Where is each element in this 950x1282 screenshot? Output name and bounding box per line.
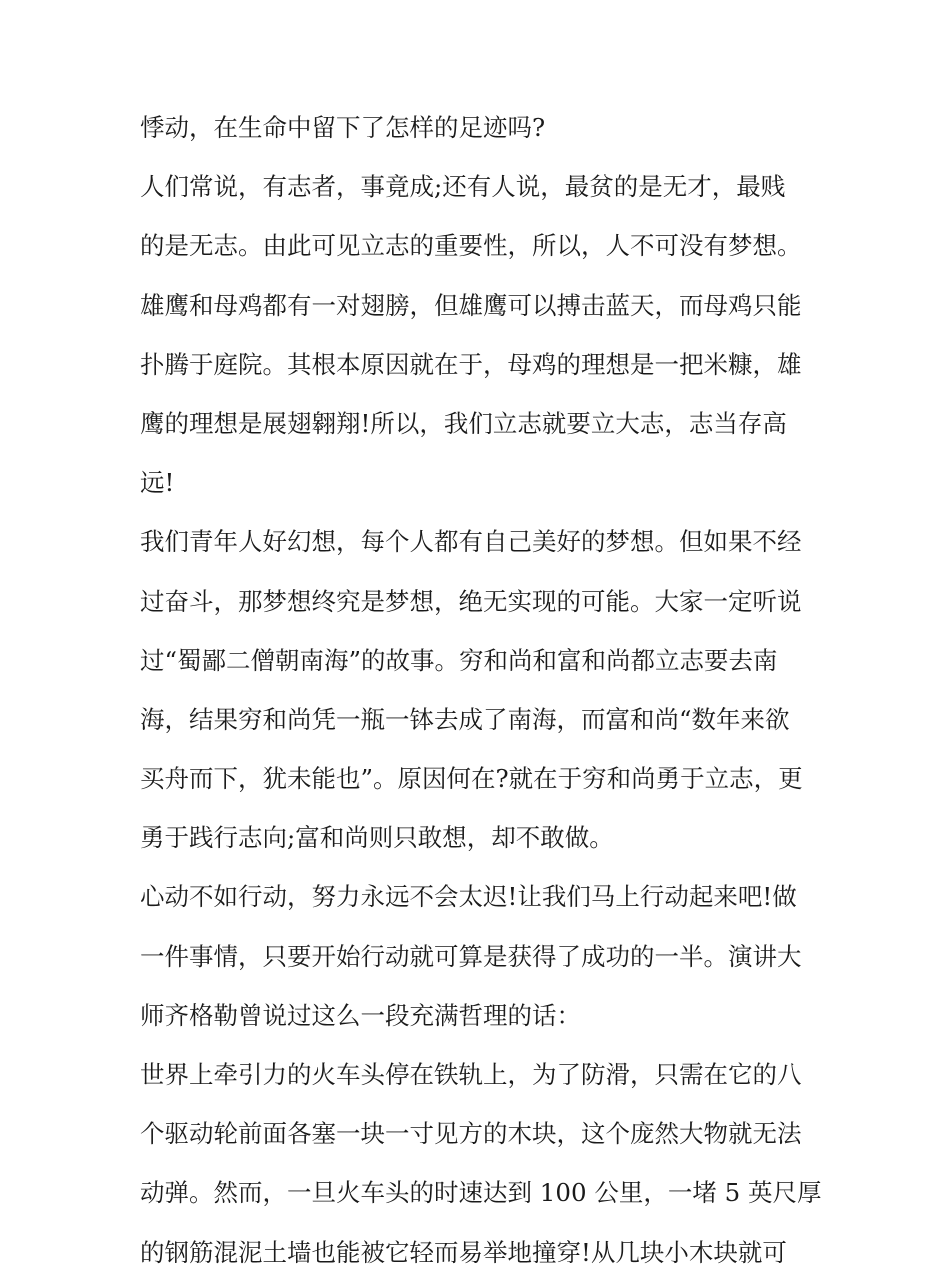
text-line: 扑腾于庭院。其根本原因就在于，母鸡的理想是一把米糠，雄 xyxy=(140,349,802,379)
text-line: 世界上牵引力的火车头停在铁轨上，为了防滑，只需在它的八 xyxy=(140,1060,802,1089)
text-line: 勇于践行志向;富和尚则只敢想，却不敢做。 xyxy=(140,823,614,853)
text-line: 心动不如行动，努力永远不会太迟!让我们马上行动起来吧!做 xyxy=(140,882,797,912)
document-body xyxy=(140,98,822,1282)
text-line: 我们青年人好幻想，每个人都有自己美好的梦想。但如果不经 xyxy=(140,527,802,557)
text-line: 远! xyxy=(140,468,175,498)
text-line: 个驱动轮前面各塞一块一寸见方的木块，这个庞然大物就无法 xyxy=(140,1119,802,1149)
text-line: 过“蜀鄙二僧朝南海”的故事。穷和尚和富和尚都立志要去南 xyxy=(140,645,778,675)
text-line: 雄鹰和母鸡都有一对翅膀，但雄鹰可以搏击蓝天，而母鸡只能 xyxy=(140,290,802,320)
text-line: 过奋斗，那梦想终究是梦想，绝无实现的可能。大家一定听说 xyxy=(140,586,802,616)
text-line: 师齐格勒曾说过这么一段充满哲理的话： xyxy=(140,1000,581,1030)
text-line: 一件事情，只要开始行动就可算是获得了成功的一半。演讲大 xyxy=(140,941,802,971)
text-line: 的是无志。由此可见立志的重要性，所以，人不可没有梦想。 xyxy=(140,231,802,261)
text-line: 海，结果穷和尚凭一瓶一钵去成了南海，而富和尚“数年来欲 xyxy=(140,704,790,734)
text-line: 鹰的理想是展翅翱翔!所以，我们立志就要立大志，志当存高 xyxy=(140,408,787,438)
text-line: 人们常说，有志者，事竟成;还有人说，最贫的是无才，最贱 xyxy=(140,172,786,202)
text-line: 买舟而下，犹未能也”。原因何在?就在于穷和尚勇于立志，更 xyxy=(140,764,803,794)
text-line: 的钢筋混泥土墙也能被它轻而易举地撞穿!从几块小木块就可 xyxy=(140,1237,787,1267)
text-line: 悸动，在生命中留下了怎样的足迹吗? xyxy=(140,113,546,142)
text-line: 动弹。然而，一旦火车头的时速达到 100 公里，一堵 5 英尺厚 xyxy=(140,1178,822,1208)
